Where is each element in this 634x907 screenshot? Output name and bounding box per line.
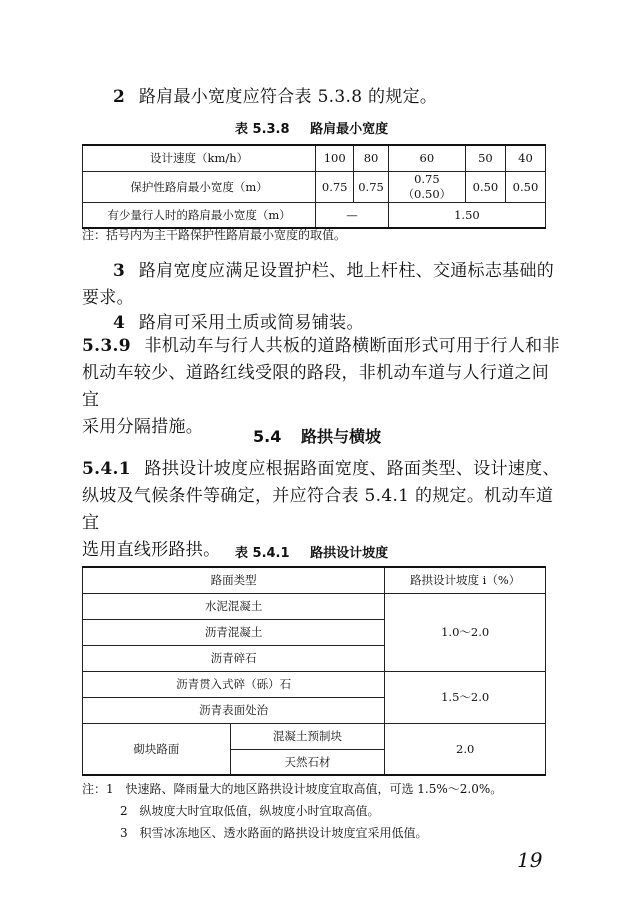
item-text: 路肩最小宽度应符合表 5.3.8 的规定。 (138, 87, 438, 107)
table-cell: 40 (505, 145, 545, 171)
table-cell: 60 (388, 145, 465, 171)
table-cell: 天然石材 (230, 749, 385, 775)
table-cell: 0.50 (465, 171, 505, 202)
item-2 (113, 84, 437, 111)
item-text: 路肩可采用土质或简易铺装。 (138, 313, 364, 333)
item-number: 3 (113, 261, 126, 281)
note-prefix: 注： (82, 782, 107, 796)
table-notes (82, 780, 562, 846)
table-cell: 1.50 (388, 202, 545, 228)
table-row (83, 723, 546, 749)
note-number: 2 (120, 804, 128, 818)
table-cell: 1.0～2.0 (385, 593, 546, 671)
table-row (83, 593, 546, 619)
table-cell: 砌块路面 (83, 723, 231, 775)
table-number: 表 5.3.8 (235, 122, 290, 137)
table-cell: 0.75 (354, 171, 389, 202)
item-number: 4 (113, 313, 126, 333)
table-row (83, 145, 546, 171)
table-header-cell: 路面类型 (83, 567, 385, 593)
clause-text: 路拱设计坡度应根据路面宽度、路面类型、设计速度、 (144, 459, 560, 479)
shoulder-width-table (82, 144, 546, 229)
table-cell: 沥青贯入式碎（砾）石 (83, 671, 385, 697)
item-number: 2 (113, 87, 126, 107)
clause-number: 5.4.1 (82, 459, 131, 479)
table-row (83, 671, 546, 697)
table-title: 路拱设计坡度 (310, 546, 389, 561)
note-text: 积雪冰冻地区、透水路面的路拱设计坡度宜采用低值。 (139, 826, 428, 840)
table-number: 表 5.4.1 (235, 546, 290, 561)
section-number: 5.4 (253, 427, 282, 446)
table-cell: 80 (354, 145, 389, 171)
table-row (83, 567, 546, 593)
item-text: 要求。 (82, 288, 134, 308)
clause-text: 非机动车与行人共板的道路横断面形式可用于行人和非 (144, 336, 560, 356)
item-3 (82, 258, 562, 312)
table-cell: 水泥混凝土 (83, 593, 385, 619)
note-number: 1 (106, 782, 114, 796)
table-cell: 沥青碎石 (83, 645, 385, 671)
table-cell: 有少量行人时的路肩最小宽度（m） (83, 202, 316, 228)
table-cell: 0.75 (316, 171, 354, 202)
table-cell: 100 (316, 145, 354, 171)
clause-number: 5.3.9 (82, 336, 131, 356)
table-header-cell: 路拱设计坡度 i（%） (385, 567, 546, 593)
note-number: 3 (120, 826, 128, 840)
table-cell: 50 (465, 145, 505, 171)
table-cell: 2.0 (385, 723, 546, 775)
section-title: 路拱与横坡 (300, 427, 381, 446)
page-number: 19 (517, 848, 543, 872)
table-row (83, 171, 546, 202)
clause-text: 采用分隔措施。 (82, 417, 204, 437)
crown-slope-table (82, 566, 546, 776)
table-cell: 1.5～2.0 (385, 671, 546, 723)
clause-text: 机动车较少、道路红线受限的路段，非机动车道与人行道之间宜 (82, 363, 550, 410)
clause-text: 选用直线形路拱。 (82, 540, 221, 560)
section-heading (0, 424, 634, 447)
table-caption (235, 542, 388, 561)
table-note: 注：括号内为主干路保护性路肩最小宽度的取值。 (82, 228, 347, 242)
table-cell: 保护性路肩最小宽度（m） (83, 171, 316, 202)
table-cell: 0.75（0.50） (388, 171, 465, 202)
item-text: 路肩宽度应满足设置护栏、地上杆柱、交通标志基础的 (138, 261, 555, 281)
table-cell: 混凝土预制块 (230, 723, 385, 749)
table-caption (235, 118, 388, 137)
table-cell: 沥青混凝土 (83, 619, 385, 645)
note-text: 纵坡度大时宜取低值，纵坡度小时宜取高值。 (139, 804, 380, 818)
table-cell: — (316, 202, 389, 228)
note-text: 快速路、降雨量大的地区路拱设计坡度宜取高值，可选 1.5%～2.0%。 (125, 782, 503, 796)
clause-text: 纵坡及气候条件等确定，并应符合表 5.4.1 的规定。机动车道宜 (82, 486, 554, 533)
table-title: 路肩最小宽度 (310, 122, 389, 137)
table-row (83, 202, 546, 228)
table-cell: 沥青表面处治 (83, 697, 385, 723)
table-cell: 0.50 (505, 171, 545, 202)
table-cell: 设计速度（km/h） (83, 145, 316, 171)
